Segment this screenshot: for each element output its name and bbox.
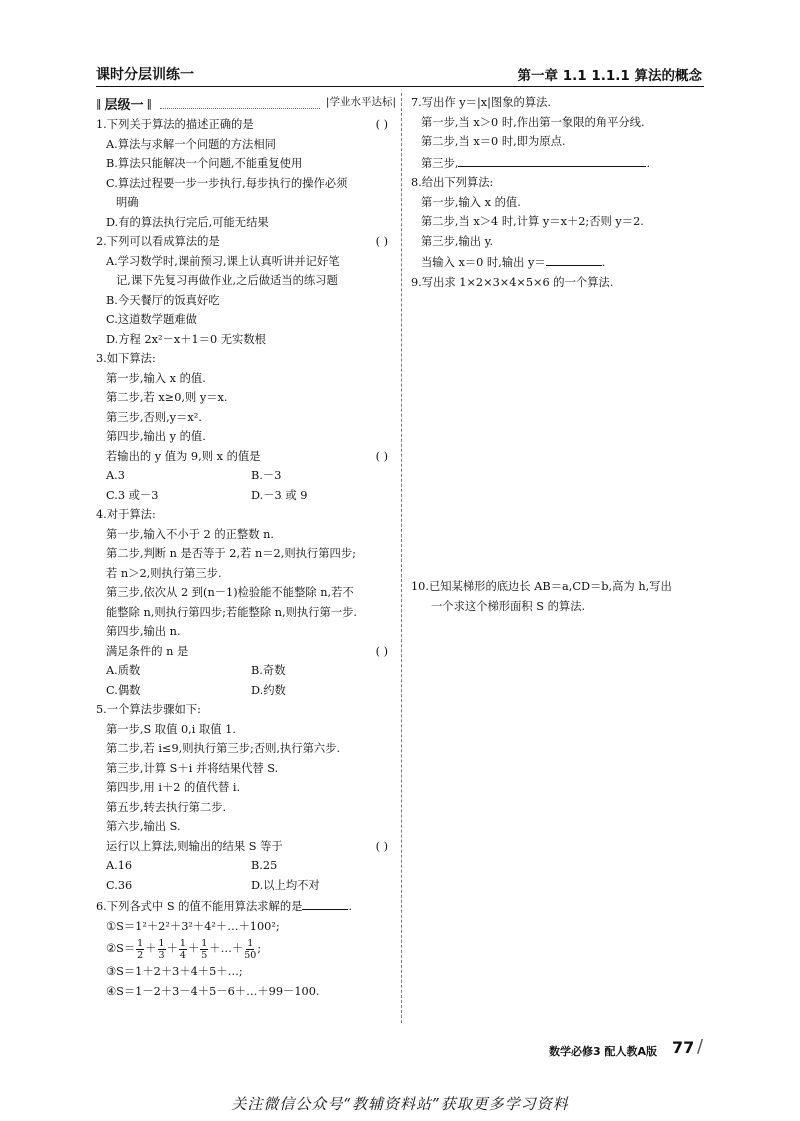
question-6 — [96, 895, 396, 1001]
options-row — [96, 876, 396, 896]
book-edition-tag: 数学必修3 配人教A版 — [549, 1045, 657, 1058]
option-d: D.－3 或 9 — [251, 488, 308, 502]
answer-bracket: ( ) — [375, 449, 388, 463]
step-4: 第四步,输出 y 的值. — [106, 430, 206, 443]
bottom-promo-note: 关注微信公众号“教辅资料站”获取更多学习资料 — [231, 1095, 569, 1113]
question-1 — [96, 115, 396, 232]
step-3: 第三步, — [421, 156, 459, 170]
question-stem: 4.对于算法: — [96, 508, 156, 521]
plus-sign: ＋ — [166, 942, 178, 955]
answer-blank — [302, 895, 348, 910]
step-4: 第四步,用 i＋2 的值代替 i. — [106, 781, 241, 794]
option-a: A.学习数学时,课前预习,课上认真听讲并记好笔 — [106, 254, 340, 268]
step-2: 第二步,当 x＞4 时,计算 y＝x＋2;否则 y＝2. — [421, 215, 644, 228]
step-2: 第二步,若 x≥0,则 y＝x. — [106, 391, 228, 404]
option-b: B.奇数 — [251, 664, 286, 677]
question-stem: 3.如下算法: — [96, 352, 156, 365]
question-ask: 当输入 x＝0 时,输出 y＝ — [421, 256, 546, 269]
level-bars-left: ‖ — [96, 96, 102, 110]
option-c: C.36 — [106, 878, 133, 892]
question-3 — [96, 349, 396, 505]
step-1: 第一步,输入 x 的值. — [421, 195, 521, 209]
fraction: $\frac{1}{5}$ — [201, 937, 208, 961]
question-4 — [96, 505, 396, 700]
option-c-cont: 明确 — [116, 196, 139, 209]
page-number: 77 — [672, 1038, 695, 1057]
question-stem-cont: 一个求这个梯形面积 S 的算法. — [431, 599, 586, 613]
step-3: 第三步,输出 y. — [421, 234, 494, 248]
step-2: 第二步,若 i≤9,则执行第三步;否则,执行第六步. — [106, 742, 341, 755]
fraction: $\frac{1}{50}$ — [244, 937, 257, 961]
expression-1: ①S＝1²＋2²＋3²＋4²＋…＋100²; — [106, 919, 280, 933]
option-b: B.25 — [251, 859, 278, 872]
option-a: A.16 — [106, 859, 133, 872]
question-ask: 若输出的 y 值为 9,则 x 的值是 — [106, 449, 261, 463]
options-row — [96, 466, 396, 486]
step-2: 第二步,判断 n 是否等于 2,若 n＝2,则执行第四步; — [106, 547, 356, 560]
question-5 — [96, 700, 396, 895]
option-d: D.约数 — [251, 683, 286, 697]
fraction: $\frac{1}{2}$ — [137, 937, 144, 961]
question-ask: 满足条件的 n 是 — [106, 644, 189, 658]
ask-period: . — [601, 256, 606, 269]
page-slash-mark: / — [697, 1036, 704, 1057]
fraction: $\frac{1}{3}$ — [158, 937, 165, 961]
option-d: D.方程 2x²－x＋1＝0 无实数根 — [106, 332, 266, 346]
option-d: D.以上均不对 — [251, 878, 320, 892]
step-2: 第二步,当 x＝0 时,即为原点. — [421, 135, 566, 148]
step-6: 第六步,输出 S. — [106, 820, 181, 833]
answer-bracket: ( ) — [375, 235, 388, 248]
question-stem: 10.已知某梯形的底边长 AB＝a,CD＝b,高为 h,写出 — [411, 580, 672, 593]
header-rule — [96, 86, 704, 87]
answer-blank — [458, 152, 646, 167]
question-ask: 运行以上算法,则输出的结果 S 等于 — [106, 839, 283, 853]
question-stem: 1.下列关于算法的描述正确的是 — [96, 118, 254, 131]
step-4: 第四步,输出 n. — [106, 625, 181, 638]
question-9 — [411, 273, 706, 293]
question-stem: 8.给出下列算法: — [411, 176, 494, 189]
question-stem: 2.下列可以看成算法的是 — [96, 235, 220, 248]
step-3-period: . — [646, 156, 651, 170]
answer-bracket: ( ) — [375, 644, 388, 658]
option-c: C.这道数学题难做 — [106, 313, 197, 326]
option-a-cont: 记,课下先复习再做作业,之后做适当的练习题 — [116, 274, 338, 287]
option-c: C.偶数 — [106, 683, 141, 697]
level-dotted-leader — [160, 98, 320, 109]
question-2 — [96, 232, 396, 349]
option-a: A.算法与求解一个问题的方法相同 — [106, 137, 276, 151]
fraction: $\frac{1}{4}$ — [179, 937, 186, 961]
option-c: C.3 或－3 — [106, 488, 159, 502]
option-c: C.算法过程要一步一步执行,每步执行的操作必须 — [106, 176, 348, 190]
step-2-cont: 若 n＞2,则执行第三步. — [106, 566, 222, 580]
option-b: B.－3 — [251, 469, 282, 482]
plus-sign: ＋ — [145, 942, 157, 955]
column-divider — [401, 93, 402, 1023]
expression-3: ③S＝1＋2＋3＋4＋5＋…; — [106, 965, 243, 978]
step-1: 第一步,输入不小于 2 的正整数 n. — [106, 527, 274, 541]
answer-bracket: ( ) — [375, 839, 388, 853]
answer-bracket: ( ) — [375, 118, 388, 131]
left-column — [96, 93, 396, 1001]
plus-sign: ＋ — [187, 942, 200, 955]
option-a: A.3 — [106, 469, 125, 482]
level-title: 层级一 — [104, 97, 144, 113]
step-3: 第三步,依次从 2 到(n－1)检验能不能整除 n,若不 — [106, 586, 354, 599]
step-3-cont: 能整除 n,则执行第四步;若能整除 n,则执行第一步. — [106, 605, 357, 619]
level-banner — [96, 93, 396, 113]
question-8 — [411, 173, 706, 273]
level-bars-right: ‖ — [146, 96, 153, 110]
option-a: A.质数 — [106, 664, 141, 677]
question-stem: 9.写出求 1×2×3×4×5×6 的一个算法. — [411, 275, 614, 289]
right-column — [411, 93, 706, 616]
option-b: B.算法只能解决一个问题,不能重复使用 — [106, 157, 303, 170]
step-1: 第一步,当 x＞0 时,作出第一象限的角平分线. — [421, 115, 645, 129]
step-3: 第三步,否则,y＝x². — [106, 410, 202, 424]
answer-blank — [546, 251, 602, 266]
question-stem: 7.写出作 y＝|x|图象的算法. — [411, 96, 551, 109]
expr-prefix: ②S＝ — [106, 942, 136, 955]
level-tag: |学业水平达标| — [325, 96, 396, 109]
ellipsis-terms: ＋…＋ — [209, 942, 244, 955]
step-1: 第一步,S 取值 0,i 取值 1. — [106, 722, 236, 736]
options-row — [96, 681, 396, 701]
question-stem: 5.一个算法步骤如下: — [96, 703, 201, 716]
expression-2 — [96, 936, 396, 962]
options-row — [96, 856, 396, 876]
option-b: B.今天餐厅的饭真好吃 — [106, 293, 220, 307]
running-header-left: 课时分层训练一 — [96, 67, 194, 83]
semicolon: ; — [257, 942, 262, 955]
step-5: 第五步,转去执行第二步. — [106, 800, 227, 814]
step-3: 第三步,计算 S＋i 并将结果代替 S. — [106, 761, 279, 775]
option-d: D.有的算法执行完后,可能无结果 — [106, 215, 269, 229]
options-row — [96, 661, 396, 681]
options-row — [96, 486, 396, 506]
question-7 — [411, 93, 706, 173]
running-header-right: 第一章 1.1 1.1.1 算法的概念 — [517, 68, 702, 84]
stem-period: . — [348, 900, 353, 913]
question-stem: 6.下列各式中 S 的值不能用算法求解的是 — [96, 900, 303, 913]
question-10 — [411, 577, 706, 616]
expression-4: ④S＝1－2＋3－4＋5－6＋…＋99－100. — [106, 984, 320, 998]
step-1: 第一步,输入 x 的值. — [106, 371, 206, 385]
